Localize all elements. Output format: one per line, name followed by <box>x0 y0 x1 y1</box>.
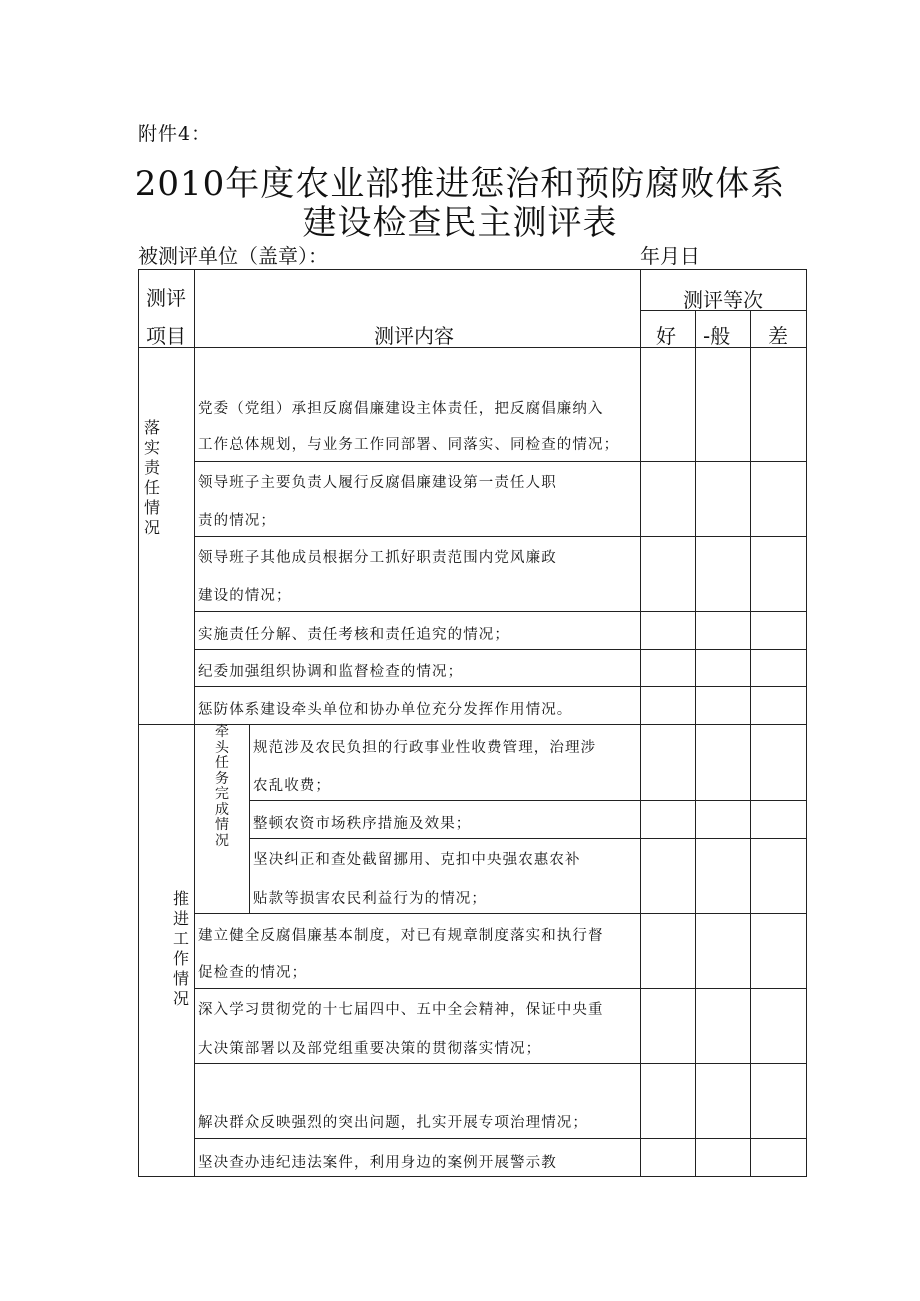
col-divider-content <box>640 269 641 1177</box>
content-row-text: 党委（党组）承担反腐倡廉建设主体责任，把反腐倡廉纳入 <box>198 401 604 417</box>
col-divider-subsection <box>249 724 250 913</box>
date-label: 年月日 <box>640 244 700 268</box>
table-border-left <box>138 269 139 1177</box>
section-label-progress: 推进工作情况 <box>172 889 189 1008</box>
content-row-text: 建立健全反腐倡廉基本制度，对已有规章制度落实和执行督 <box>198 928 604 944</box>
annex-label: 附件4： <box>138 123 212 145</box>
row-rule <box>194 913 807 914</box>
content-row-text: 农乱收费； <box>253 778 331 794</box>
content-row-text: 领导班子其他成员根据分工抓好职责范围内党风廉政 <box>198 550 557 566</box>
table-border-top <box>138 269 807 270</box>
col-header-item-line2: 项目 <box>146 324 186 348</box>
page-title-line1: 2010年度农业部推进惩治和预防腐败体系 <box>134 164 786 204</box>
content-row-text: 工作总体规划，与业务工作同部署、同落实、同检查的情况； <box>198 437 620 453</box>
col-divider-good <box>695 310 696 1177</box>
row-rule <box>194 1063 807 1064</box>
content-row-text: 坚决查办违纪违法案件，利用身边的案例开展警示教 <box>198 1155 557 1171</box>
col-header-item-line1: 测评 <box>146 286 186 310</box>
content-row-text: 贴款等损害农民利益行为的情况； <box>253 891 487 907</box>
row-rule <box>194 536 807 537</box>
col-divider-average <box>750 310 751 1177</box>
content-row-text: 责的情况； <box>198 513 276 529</box>
row-rule <box>194 1138 807 1139</box>
content-row-text: 促检查的情况； <box>198 965 308 981</box>
content-row-text: 坚决纠正和查处截留挪用、克扣中央强农惠农补 <box>253 852 581 868</box>
content-row-text: 实施责任分解、责任考核和责任追究的情况； <box>198 627 510 643</box>
content-row-text: 大决策部署以及部党组重要决策的贯彻落实情况； <box>198 1041 542 1057</box>
table-border-bottom <box>138 1176 807 1177</box>
subsection-label-lead-tasks: 牵头任务完成情况 <box>215 724 229 849</box>
page-title-line2: 建设检查民主测评表 <box>302 203 618 243</box>
row-rule <box>249 800 807 801</box>
grade-good: 好 <box>656 324 676 348</box>
content-row-text: 深入学习贯彻党的十七届四中、五中全会精神，保证中央重 <box>198 1002 604 1018</box>
content-row-text: 整顿农资市场秩序措施及效果； <box>253 816 472 832</box>
content-row-text: 领导班子主要负责人履行反腐倡廉建设第一责任人职 <box>198 475 557 491</box>
content-row-text: 规范涉及农民负担的行政事业性收费管理，治理涉 <box>253 740 597 756</box>
section-rule <box>138 724 807 725</box>
col-header-content: 测评内容 <box>374 324 454 348</box>
row-rule <box>194 686 807 687</box>
grade-poor: 差 <box>768 324 788 348</box>
col-divider-item <box>194 269 195 1177</box>
content-row-text: 惩防体系建设牵头单位和协办单位充分发挥作用情况。 <box>198 702 573 718</box>
grade-average: -般 <box>703 324 731 348</box>
col-header-grade: 测评等次 <box>683 288 763 312</box>
row-rule <box>194 461 807 462</box>
row-rule <box>194 611 807 612</box>
evaluated-unit-label: 被测评单位（盖章）： <box>138 244 328 268</box>
row-rule <box>194 988 807 989</box>
row-rule <box>249 838 807 839</box>
section-label-responsibility: 落实责任情况 <box>143 418 160 537</box>
table-border-right <box>806 269 807 1177</box>
content-row-text: 纪委加强组织协调和监督检查的情况； <box>198 664 464 680</box>
content-row-text: 解决群众反映强烈的突出问题，扎实开展专项治理情况； <box>198 1115 588 1131</box>
content-row-text: 建设的情况； <box>198 588 292 604</box>
row-rule <box>194 649 807 650</box>
